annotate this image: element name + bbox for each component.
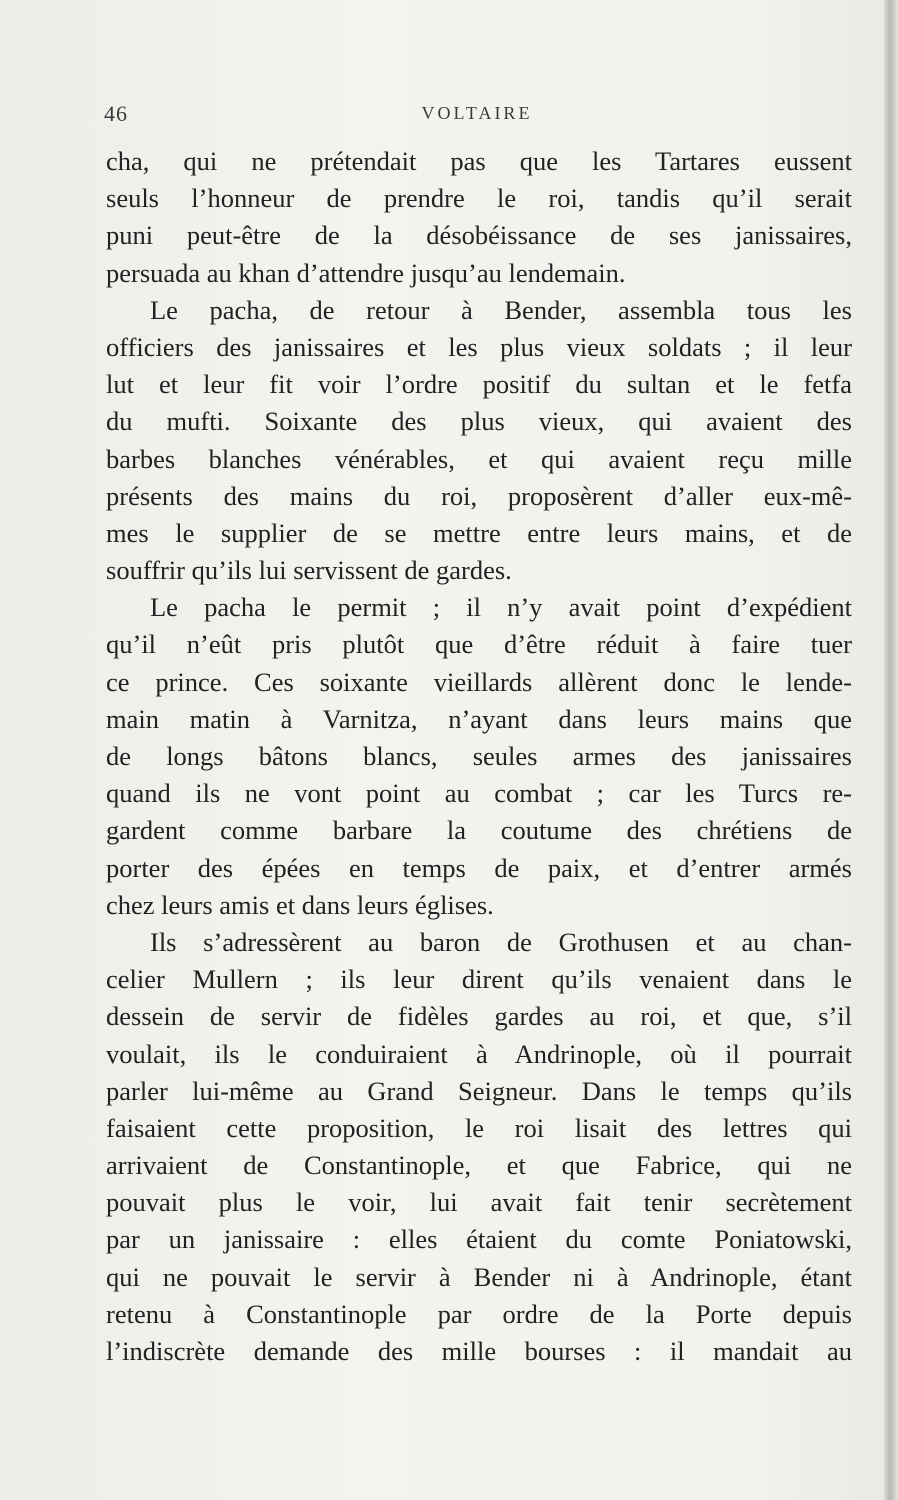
- text-line: seuls l’honneur de prendre le roi, tandis qu’il serait: [106, 183, 852, 214]
- text-line: retenu à Constantinople par ordre de la Porte depuis: [106, 1298, 852, 1329]
- text-line: Le pacha, de retour à Bender, assembla tous les: [150, 294, 852, 325]
- text-line: chez leurs amis et dans leurs églises.: [106, 889, 494, 920]
- text-line: porter des épées en temps de paix, et d’entrer armés: [106, 852, 852, 883]
- text-line: barbes blanches vénérables, et qui avaient reçu mille: [106, 443, 852, 474]
- text-line: quand ils ne vont point au combat ; car les Turcs re-: [106, 778, 852, 809]
- text-line: présents des mains du roi, proposèrent d’aller eux-mê-: [106, 480, 852, 511]
- text-line: officiers des janissaires et les plus vieux soldats ; il leur: [106, 331, 852, 362]
- text-line: dessein de servir de fidèles gardes au roi, et que, s’il: [106, 1001, 852, 1032]
- text-line: main matin à Varnitza, n’ayant dans leurs mains que: [106, 703, 852, 734]
- text-line: parler lui-même au Grand Seigneur. Dans le temps qu’ils: [106, 1075, 852, 1106]
- text-line: qu’il n’eût pris plutôt que d’être réduit à faire tuer: [106, 629, 852, 660]
- page-number: 46: [104, 101, 128, 126]
- text-line: de longs bâtons blancs, seules armes des janissaires: [106, 741, 852, 771]
- text-line: par un janissaire : elles étaient du comte Poniatowski,: [106, 1224, 852, 1255]
- text-line: ce prince. Ces soixante vieillards allèrent donc le lende-: [106, 666, 852, 697]
- text-line: faisaient cette proposition, le roi lisait des lettres qui: [106, 1112, 852, 1143]
- running-title: VOLTAIRE: [421, 103, 533, 123]
- text-line: puni peut-être de la désobéissance de ses janissaires,: [106, 220, 852, 251]
- text-line: Ils s’adressèrent au baron de Grothusen et au chan-: [150, 926, 852, 957]
- text-line: Le pacha le permit ; il n’y avait point d’expédient: [150, 592, 852, 623]
- body-text: [106, 143, 852, 1370]
- text-line: souffrir qu’ils lui servissent de gardes.: [106, 555, 512, 586]
- text-line: qui ne pouvait le servir à Bender ni à Andrinople, étant: [106, 1261, 852, 1292]
- text-line: lut et leur fit voir l’ordre positif du sultan et le fetfa: [106, 369, 852, 400]
- text-line: cha, qui ne prétendait pas que les Tartares eussent: [106, 146, 852, 176]
- text-line: voulait, ils le conduiraient à Andrinople, où il pourrait: [106, 1038, 852, 1069]
- text-line: l’indiscrète demande des mille bourses : il mandait au: [106, 1336, 852, 1366]
- text-line: persuada au khan d’attendre jusqu’au lendemain.: [106, 257, 626, 288]
- text-line: pouvait plus le voir, lui avait fait tenir secrètement: [106, 1187, 852, 1218]
- text-line: gardent comme barbare la coutume des chrétiens de: [106, 815, 852, 846]
- text-line: celier Mullern ; ils leur dirent qu’ils venaient dans le: [106, 964, 852, 995]
- page-edge: [884, 0, 898, 1500]
- page-header: [104, 101, 850, 131]
- text-line: du mufti. Soixante des plus vieux, qui avaient des: [106, 406, 852, 437]
- text-line: mes le supplier de se mettre entre leurs mains, et de: [106, 517, 852, 548]
- text-line: arrivaient de Constantinople, et que Fabrice, qui ne: [106, 1150, 852, 1181]
